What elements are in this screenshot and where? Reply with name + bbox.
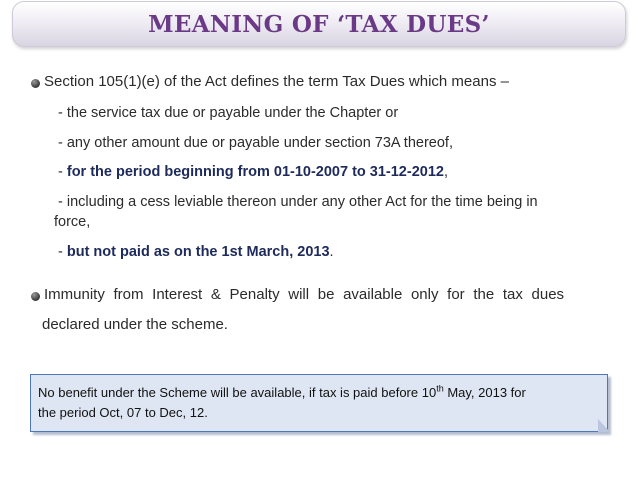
bullet-2-text: Immunity from Interest & Penalty will be available only for the tax dues <box>44 286 565 303</box>
sub-item-3-suffix: , <box>443 164 448 180</box>
sub-item-4 <box>54 194 538 210</box>
sub-item-4-continued <box>54 214 90 230</box>
sub-item-3-emphasis: for the period beginning from 01-10-2007 to 31-12-2012 <box>66 164 444 180</box>
sub-item-5 <box>58 244 334 260</box>
sub-item-2 <box>58 135 453 151</box>
note-text-part-2: May, 2013 for <box>443 385 526 400</box>
note-text-part-1: No benefit under the Scheme will be available, if tax is paid before 10 <box>38 385 437 400</box>
slide-title: MEANING OF ‘TAX DUES’ <box>148 10 490 38</box>
note-callout <box>30 374 608 432</box>
note-line-2: the period Oct, 07 to Dec, 12. <box>38 405 208 420</box>
sub-item-3-prefix: - <box>58 164 67 180</box>
page-curl-icon <box>598 419 610 432</box>
sub-item-3 <box>58 164 448 180</box>
sub-item-4-continued-text: force, <box>54 214 91 230</box>
note-line-1 <box>38 383 599 403</box>
sub-item-2-text: - any other amount due or payable under section 73A thereof, <box>58 135 453 151</box>
sub-item-1 <box>58 105 398 121</box>
slide-title-bar <box>12 1 626 47</box>
note-superscript: th <box>436 383 444 394</box>
bullet-1-text: Section 105(1)(e) of the Act defines the term Tax Dues which means – <box>44 73 509 90</box>
sub-item-1-text: - the service tax due or payable under the Chapter or <box>58 105 399 121</box>
sub-item-4-text: - including a cess leviable thereon under any other Act for the time being in <box>54 194 538 210</box>
sub-item-5-emphasis: but not paid as on the 1st March, 2013 <box>66 244 330 260</box>
bullet-dot-icon <box>31 292 40 301</box>
bullet-2-text-continued: declared under the scheme. <box>42 316 228 333</box>
sub-item-5-suffix: . <box>329 244 334 260</box>
bullet-dot-icon <box>31 79 40 88</box>
sub-item-5-prefix: - <box>58 244 67 260</box>
